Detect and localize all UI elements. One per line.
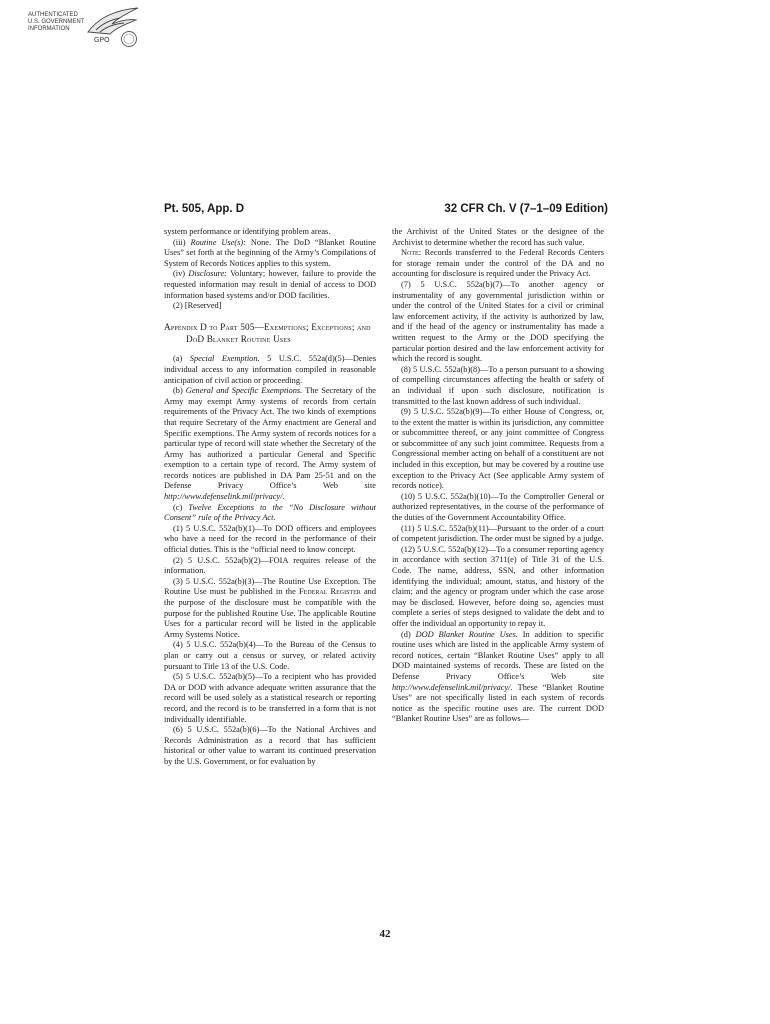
paragraph: (5) 5 U.S.C. 552a(b)(5)—To a recipient who has provided DA or DOD with advance adequate written assurance that the record will be used solely as a statistical research or reporting record, and the record is to be transferred in a form that is not individually identifiable. — [164, 672, 376, 724]
paragraph: (2) 5 U.S.C. 552a(b)(2)—FOIA requires release of the information. — [164, 555, 376, 576]
paragraph: (4) 5 U.S.C. 552a(b)(4)—To the Bureau of the Census to plan or carry out a census or survey, or related activity pursuant to Title 13 of the U.S. Code. — [164, 640, 376, 671]
paragraph: (a) Special Exemption. 5 U.S.C. 552a(d)(5)—Denies individual access to any information compiled in reasonable anticipation of civil action or proceeding. — [164, 354, 376, 385]
gpo-authentication-seal — [26, 6, 146, 48]
note-paragraph: Note: Records transferred to the Federal Records Centers for storage remain under the control of the DA and no accounting for disclosure is required under the Privacy Act. — [392, 248, 604, 279]
right-column — [392, 227, 604, 725]
paragraph: (b) General and Specific Exemptions. The Secretary of the Army may exempt Army systems of records from certain requirements of the Privacy Act. The two kinds of exemptions that require Secretary of the Army enactment are General and Specific exemptions. The Army system of records notices for a particular type of record will state whether the Secretary of the Army has authorized a particular General and Specific exemption to a certain type of record. The Army system of records notices are published in DA Pam 25-51 and on the Defense Privacy Office’s Web site http://www.defenselink.mil/privacy/. — [164, 386, 376, 502]
logo-line-2: U.S. GOVERNMENT — [28, 19, 85, 25]
paragraph: (1) 5 U.S.C. 552a(b)(1)—To DOD officers and employees who have a need for the record in the performance of their official duties. This is the “official need to know concept. — [164, 523, 376, 555]
paragraph: (10) 5 U.S.C. 552a(b)(10)—To the Comptroller General or authorized representatives, in the course of the performance of the duties of the Government Accountability Office. — [392, 491, 604, 523]
running-head-left: Pt. 505, App. D — [164, 203, 245, 215]
running-head-right: 32 CFR Ch. V (7–1–09 Edition) — [444, 203, 608, 215]
paragraph: (iii) Routine Use(s): None. The DoD “Blanket Routine Uses” set forth at the beginning of the Army’s Compilations of System of Records Notices applies to this system. — [164, 237, 376, 268]
logo-line-4: GPO — [94, 37, 110, 44]
paragraph: (2) [Reserved] — [173, 301, 222, 311]
left-column — [164, 227, 376, 768]
paragraph: (iv) Disclosure: Voluntary; however, failure to provide the requested information may result in denial of access to DOD information based systems and/or DOD facilities. — [164, 269, 376, 300]
paragraph: (3) 5 U.S.C. 552a(b)(3)—The Routine Use Exception. The Routine Use must be published in the Federal Register and the purpose of the disclosure must be compatible with the purpose for the published Routine Use. The applicable Routine Uses for a particular record will be listed in the applicable Army Systems Notice. — [164, 576, 376, 639]
appendix-heading: Appendix D to Part 505—Exemptions; Exceptions; and DoD Blanket Routine Uses — [164, 321, 371, 344]
paragraph: the Archivist of the United States or the designee of the Archivist to determine whether the record has such value. — [392, 227, 604, 247]
paragraph: (7) 5 U.S.C. 552a(b)(7)—To another agency or instrumentality of any governmental jurisdiction within or under the control of the United States for a civil or criminal law enforcement activity, if the activity is authorized by law, and if the head of the agency or instrumentality has made a written request to the Army or the DOD specifying the particular portion desired and the law enforcement activity for which the record is sought. — [392, 279, 604, 364]
paragraph: system performance or identifying problem areas. — [164, 227, 331, 236]
paragraph: (6) 5 U.S.C. 552a(b)(6)—To the National Archives and Records Administration as a record that has sufficient historical or other value to warrant its continued preservation by the U.S. Government, or for evaluation by — [164, 725, 376, 766]
privacy-url: http://www.defenselink.mil/privacy/. — [392, 682, 513, 692]
paragraph: (11) 5 U.S.C. 552a(b)(11)—Pursuant to the order of a court of competent jurisdiction. The order must be signed by a judge. — [392, 523, 604, 544]
privacy-url: http://www.defenselink.mil/privacy/. — [164, 492, 285, 502]
paragraph: (12) 5 U.S.C. 552a(b)(12)—To a consumer reporting agency in accordance with section 3711(e) of Title 31 of the U.S. Code. The name, address, SSN, and other information identifying the individual; amount, status, and history of the claim; and the agency or program under which the case arose may be disclosed. However, before doing so, agencies must complete a series of steps designed to validate the debt and to offer the individual an opportunity to repay it. — [392, 544, 604, 628]
logo-line-1: AUTHENTICATED — [28, 12, 78, 18]
page-number: 42 — [379, 928, 391, 940]
running-head — [164, 203, 608, 219]
paragraph: (d) DOD Blanket Routine Uses. In addition to specific routine uses which are listed in the applicable Army system of record notices, certain “Blanket Routine Uses” apply to all DOD maintained systems of records. These are listed on the Defense Privacy Office’s Web site http://www.defenselink.mil/privacy/. These “Blanket Routine Uses” are not specifically listed in each system of records notice as the specific routine uses are. The current DOD “Blanket Routine Uses” are as follows— — [392, 629, 604, 724]
logo-line-3: INFORMATION — [28, 26, 70, 32]
paragraph: (8) 5 U.S.C. 552a(b)(8)—To a person pursuant to a showing of compelling circumstances affecting the health or safety of an individual if upon such disclosure, notification is transmitted to the last known address of such individual. — [392, 364, 604, 406]
paragraph: (9) 5 U.S.C. 552a(b)(9)—To either House of Congress, or, to the extent the matter is within its jurisdiction, any committee or subcommittee thereof, or any joint committee of Congress or subcommittee of any such joint committee. Requests from a Congressional member acting on behalf of a constituent are not included in this exception, but may be covered by a routine use exception to the Privacy Act (See applicable Army system of records notice). — [392, 407, 604, 491]
paragraph: (c) Twelve Exceptions to the “No Disclosure without Consent” rule of the Privacy Act. — [164, 502, 376, 523]
